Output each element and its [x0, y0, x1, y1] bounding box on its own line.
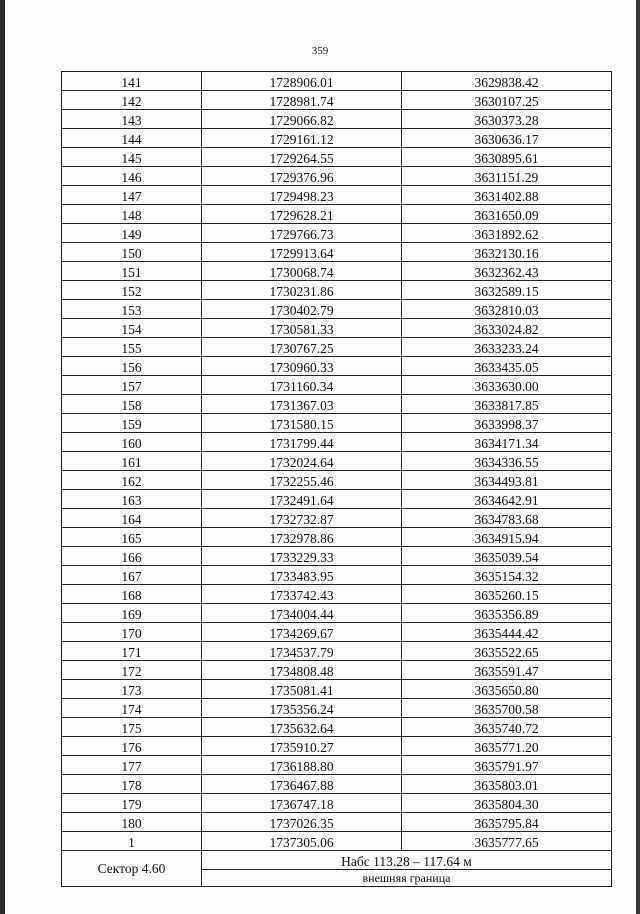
coord-y: 3635791.97: [402, 756, 612, 775]
coord-y: 3633817.85: [402, 395, 612, 414]
coord-y: 3633998.37: [402, 414, 612, 433]
coord-x: 1736467.88: [202, 775, 402, 794]
table-row: [62, 813, 612, 832]
coord-y: 3633024.82: [402, 319, 612, 338]
point-number: 177: [62, 756, 202, 775]
point-number: 142: [62, 91, 202, 110]
table-row: [62, 661, 612, 680]
coord-x: 1733483.95: [202, 566, 402, 585]
coord-x: 1735356.24: [202, 699, 402, 718]
coord-y: 3633435.05: [402, 357, 612, 376]
table-row: [62, 490, 612, 509]
table-row: [62, 319, 612, 338]
coord-y: 3633630.00: [402, 376, 612, 395]
table-row: [62, 395, 612, 414]
point-number: 179: [62, 794, 202, 813]
coord-x: 1730231.86: [202, 281, 402, 300]
coord-y: 3635260.15: [402, 585, 612, 604]
table-row: [62, 91, 612, 110]
point-number: 151: [62, 262, 202, 281]
table-row: [62, 756, 612, 775]
coord-x: 1735910.27: [202, 737, 402, 756]
coord-x: 1729628.21: [202, 205, 402, 224]
coord-y: 3630895.61: [402, 148, 612, 167]
table-row: [62, 509, 612, 528]
table-row: [62, 433, 612, 452]
point-number: 176: [62, 737, 202, 756]
table-row: [62, 262, 612, 281]
point-number: 146: [62, 167, 202, 186]
coord-x: 1737305.06: [202, 832, 402, 851]
coord-x: 1737026.35: [202, 813, 402, 832]
coord-y: 3634171.34: [402, 433, 612, 452]
coord-x: 1734537.79: [202, 642, 402, 661]
coord-x: 1731367.03: [202, 395, 402, 414]
point-number: 155: [62, 338, 202, 357]
point-number: 171: [62, 642, 202, 661]
point-number: 168: [62, 585, 202, 604]
table-row: [62, 642, 612, 661]
table-row: [62, 471, 612, 490]
point-number: 180: [62, 813, 202, 832]
table-row: [62, 224, 612, 243]
coord-x: 1729766.73: [202, 224, 402, 243]
point-number: 162: [62, 471, 202, 490]
coord-x: 1732024.64: [202, 452, 402, 471]
coord-y: 3632589.15: [402, 281, 612, 300]
table-row: [62, 452, 612, 471]
coord-x: 1729066.82: [202, 110, 402, 129]
coord-y: 3635591.47: [402, 661, 612, 680]
point-number: 170: [62, 623, 202, 642]
table-row: [62, 129, 612, 148]
coord-x: 1731160.34: [202, 376, 402, 395]
coord-x: 1731580.15: [202, 414, 402, 433]
point-number: 172: [62, 661, 202, 680]
coord-y: 3629838.42: [402, 72, 612, 91]
coord-x: 1734808.48: [202, 661, 402, 680]
coord-x: 1729376.96: [202, 167, 402, 186]
table-row: [62, 376, 612, 395]
boundary-label: внешняя граница: [202, 870, 612, 887]
table-row: [62, 566, 612, 585]
coord-x: 1733229.33: [202, 547, 402, 566]
coord-x: 1730960.33: [202, 357, 402, 376]
coord-y: 3630636.17: [402, 129, 612, 148]
sector-label: Сектор 4.60: [62, 851, 202, 887]
point-number: 165: [62, 528, 202, 547]
table-row: [62, 110, 612, 129]
coord-x: 1733742.43: [202, 585, 402, 604]
coord-x: 1728981.74: [202, 91, 402, 110]
point-number: 152: [62, 281, 202, 300]
table-row: [62, 243, 612, 262]
point-number: 175: [62, 718, 202, 737]
coord-y: 3632810.03: [402, 300, 612, 319]
point-number: 145: [62, 148, 202, 167]
coord-y: 3634642.91: [402, 490, 612, 509]
coord-x: 1732491.64: [202, 490, 402, 509]
table-row: [62, 281, 612, 300]
point-number: 167: [62, 566, 202, 585]
point-number: 161: [62, 452, 202, 471]
table-row: [62, 737, 612, 756]
coord-y: 3631151.29: [402, 167, 612, 186]
coord-x: 1730068.74: [202, 262, 402, 281]
point-number: 173: [62, 680, 202, 699]
table-row: [62, 186, 612, 205]
table-row: [62, 832, 612, 851]
coord-y: 3635777.65: [402, 832, 612, 851]
page-edge-left: [0, 0, 5, 914]
table-row: [62, 357, 612, 376]
coord-x: 1731799.44: [202, 433, 402, 452]
table-row: [62, 718, 612, 737]
coord-x: 1735081.41: [202, 680, 402, 699]
coord-x: 1732255.46: [202, 471, 402, 490]
table-row: [62, 699, 612, 718]
coord-y: 3635522.65: [402, 642, 612, 661]
coord-y: 3635700.58: [402, 699, 612, 718]
coord-y: 3631892.62: [402, 224, 612, 243]
coord-y: 3635740.72: [402, 718, 612, 737]
coord-x: 1729913.64: [202, 243, 402, 262]
coord-y: 3632130.16: [402, 243, 612, 262]
coord-x: 1732732.87: [202, 509, 402, 528]
coord-y: 3635804.30: [402, 794, 612, 813]
table-row: [62, 338, 612, 357]
coordinates-table: [61, 71, 612, 887]
page-number: 359: [311, 45, 329, 57]
coord-x: 1735632.64: [202, 718, 402, 737]
table-row: [62, 148, 612, 167]
coordinates-table-body: [62, 72, 612, 851]
coord-y: 3635356.89: [402, 604, 612, 623]
table-row: [62, 623, 612, 642]
coord-x: 1736188.80: [202, 756, 402, 775]
coord-x: 1729161.12: [202, 129, 402, 148]
point-number: 178: [62, 775, 202, 794]
coord-x: 1732978.86: [202, 528, 402, 547]
height-range: Набс 113.28 – 117.64 м: [202, 851, 612, 870]
table-row: [62, 300, 612, 319]
table-row: [62, 414, 612, 433]
coord-y: 3634493.81: [402, 471, 612, 490]
table-row: [62, 680, 612, 699]
point-number: 141: [62, 72, 202, 91]
point-number: 174: [62, 699, 202, 718]
coord-x: 1728906.01: [202, 72, 402, 91]
table-row: [62, 167, 612, 186]
coord-x: 1730581.33: [202, 319, 402, 338]
point-number: 149: [62, 224, 202, 243]
coord-y: 3633233.24: [402, 338, 612, 357]
coord-y: 3635795.84: [402, 813, 612, 832]
coord-y: 3635444.42: [402, 623, 612, 642]
point-number: 163: [62, 490, 202, 509]
point-number: 158: [62, 395, 202, 414]
table-row: [62, 794, 612, 813]
coord-y: 3635771.20: [402, 737, 612, 756]
point-number: 156: [62, 357, 202, 376]
coord-y: 3635650.80: [402, 680, 612, 699]
point-number: 160: [62, 433, 202, 452]
coord-x: 1736747.18: [202, 794, 402, 813]
coord-y: 3634336.55: [402, 452, 612, 471]
coord-y: 3634915.94: [402, 528, 612, 547]
page-edge-right: [636, 0, 640, 914]
table-row: [62, 528, 612, 547]
point-number: 157: [62, 376, 202, 395]
coord-y: 3631402.88: [402, 186, 612, 205]
point-number: 150: [62, 243, 202, 262]
table-row: [62, 604, 612, 623]
point-number: 148: [62, 205, 202, 224]
coord-y: 3635154.32: [402, 566, 612, 585]
coord-x: 1729498.23: [202, 186, 402, 205]
coord-x: 1730402.79: [202, 300, 402, 319]
coord-y: 3632362.43: [402, 262, 612, 281]
point-number: 144: [62, 129, 202, 148]
coord-x: 1730767.25: [202, 338, 402, 357]
point-number: 169: [62, 604, 202, 623]
point-number: 153: [62, 300, 202, 319]
point-number: 154: [62, 319, 202, 338]
table-row: [62, 205, 612, 224]
point-number: 1: [62, 832, 202, 851]
coord-y: 3631650.09: [402, 205, 612, 224]
point-number: 164: [62, 509, 202, 528]
table-row: [62, 775, 612, 794]
point-number: 159: [62, 414, 202, 433]
coord-y: 3635039.54: [402, 547, 612, 566]
coord-y: 3630373.28: [402, 110, 612, 129]
coord-x: 1729264.55: [202, 148, 402, 167]
point-number: 143: [62, 110, 202, 129]
coord-y: 3634783.68: [402, 509, 612, 528]
point-number: 166: [62, 547, 202, 566]
table-row: [62, 72, 612, 91]
point-number: 147: [62, 186, 202, 205]
coord-y: 3630107.25: [402, 91, 612, 110]
sector-row: [62, 851, 612, 870]
table-row: [62, 547, 612, 566]
coord-y: 3635803.01: [402, 775, 612, 794]
table-row: [62, 585, 612, 604]
coord-x: 1734269.67: [202, 623, 402, 642]
coord-x: 1734004.44: [202, 604, 402, 623]
